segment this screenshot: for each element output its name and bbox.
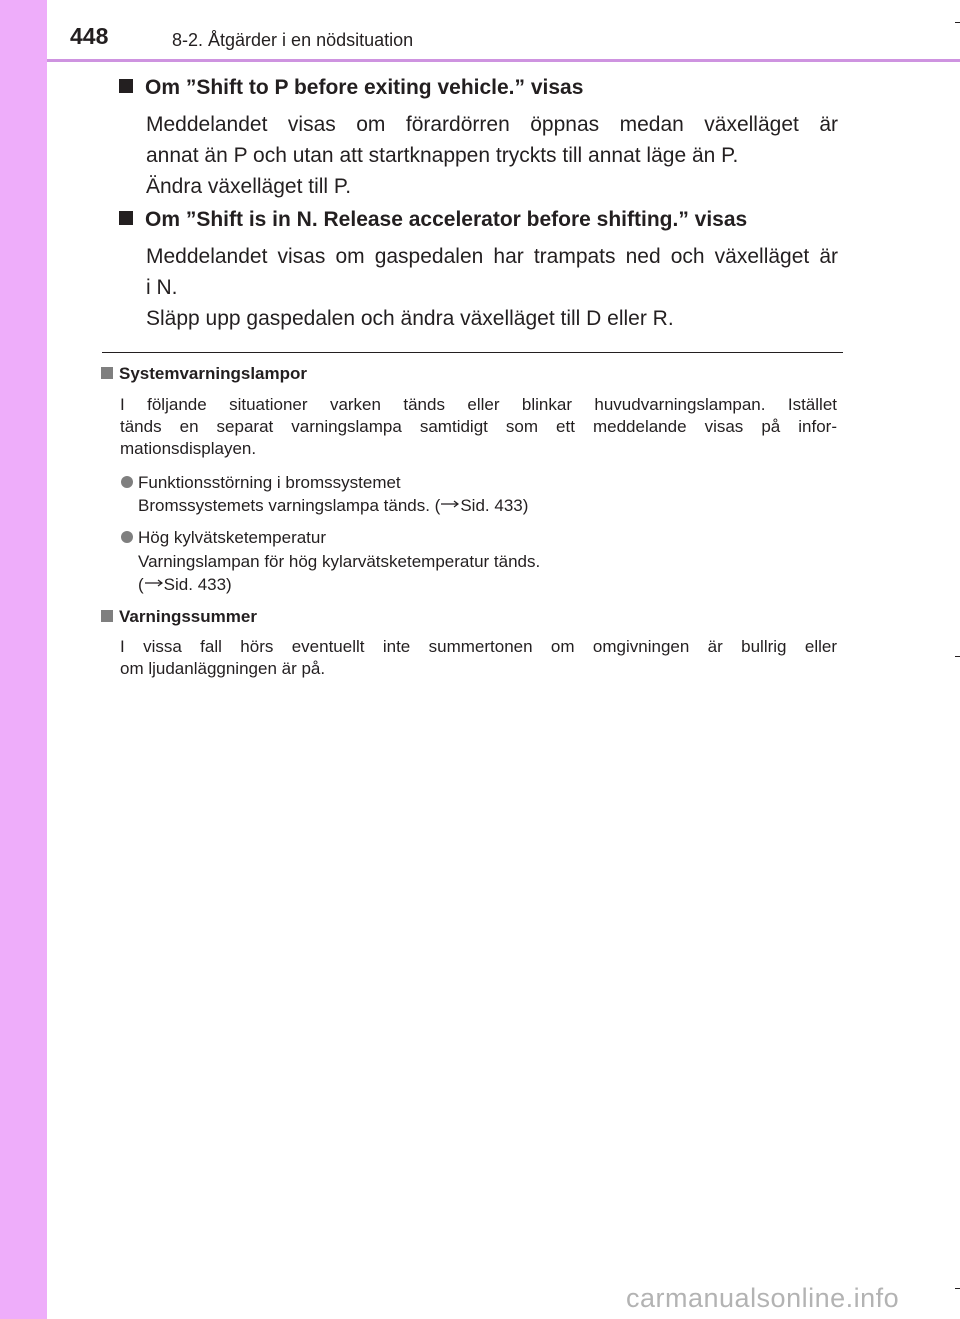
crop-mark xyxy=(955,656,960,657)
body-line: Släpp upp gaspedalen och ändra växelläget till D eller R. xyxy=(146,307,674,330)
note-line: mationsdisplayen. xyxy=(120,439,257,458)
section-divider xyxy=(102,352,843,353)
arrow-right-icon xyxy=(440,500,460,508)
body-line: i N. xyxy=(146,276,178,299)
header-rule xyxy=(47,59,960,62)
square-bullet-icon xyxy=(101,367,113,379)
note-line: tänds en separat varningslampa samtidigt som ett meddelande visas på infor- xyxy=(120,417,837,436)
bullet-high-coolant-temp xyxy=(121,527,326,549)
note-line: om ljudanläggningen är på. xyxy=(120,659,326,678)
item-body-shift-to-p xyxy=(146,109,838,202)
note-heading-system-lamps xyxy=(101,363,307,385)
note-heading-text: Systemvarningslampor xyxy=(119,364,308,383)
item-heading-shift-to-p xyxy=(119,75,583,101)
bullet-brake-text xyxy=(138,495,528,517)
arrow-right-icon xyxy=(144,579,164,587)
bullet-text: ( xyxy=(138,575,144,594)
item-heading-shift-in-n xyxy=(119,207,747,233)
watermark: carmanualsonline.info xyxy=(626,1283,900,1313)
note-heading-text: Varningssummer xyxy=(119,607,257,626)
bullet-title: Funktionsstörning i bromssystemet xyxy=(138,473,401,492)
page-number: 448 xyxy=(70,23,109,49)
bullet-text: Bromssystemets varningslampa tänds. ( xyxy=(138,496,441,515)
note-body-system-lamps xyxy=(120,394,837,460)
square-bullet-icon xyxy=(119,79,133,93)
side-color-band xyxy=(0,0,47,1319)
body-line: annat än P och utan att startknappen tryckts till annat läge än P. xyxy=(146,144,739,167)
item-body-shift-in-n xyxy=(146,241,838,334)
item-heading-text: Om ”Shift to P before exiting vehicle.” visas xyxy=(145,76,584,99)
bullet-coolant-text: Varningslampan för hög kylarvätsketemperatur tänds. xyxy=(138,552,541,571)
body-line: Ändra växelläget till P. xyxy=(146,175,352,198)
body-line: Meddelandet visas om förardörren öppnas medan växelläget är xyxy=(146,113,838,136)
bullet-coolant-ref xyxy=(138,574,232,596)
item-heading-text: Om ”Shift is in N. Release accelerator before shifting.” visas xyxy=(145,208,748,231)
crop-mark xyxy=(955,22,960,23)
section-title: 8-2. Åtgärder i en nödsituation xyxy=(172,30,414,50)
note-line: I vissa fall hörs eventuellt inte summertonen om omgivningen är bullrig eller xyxy=(120,637,837,656)
note-line: I följande situationer varken tänds eller blinkar huvudvarningslampan. Istället xyxy=(120,395,837,414)
square-bullet-icon xyxy=(101,610,113,622)
note-heading-buzzer xyxy=(101,606,257,628)
bullet-brake-malfunction xyxy=(121,472,401,494)
note-body-buzzer xyxy=(120,636,837,680)
body-line: Meddelandet visas om gaspedalen har trampats ned och växelläget är xyxy=(146,245,838,268)
page-reference: Sid. 433) xyxy=(460,496,529,515)
round-bullet-icon xyxy=(121,476,133,488)
square-bullet-icon xyxy=(119,211,133,225)
round-bullet-icon xyxy=(121,531,133,543)
page-reference: Sid. 433) xyxy=(163,575,232,594)
bullet-title: Hög kylvätsketemperatur xyxy=(138,528,327,547)
crop-mark xyxy=(955,1288,960,1289)
